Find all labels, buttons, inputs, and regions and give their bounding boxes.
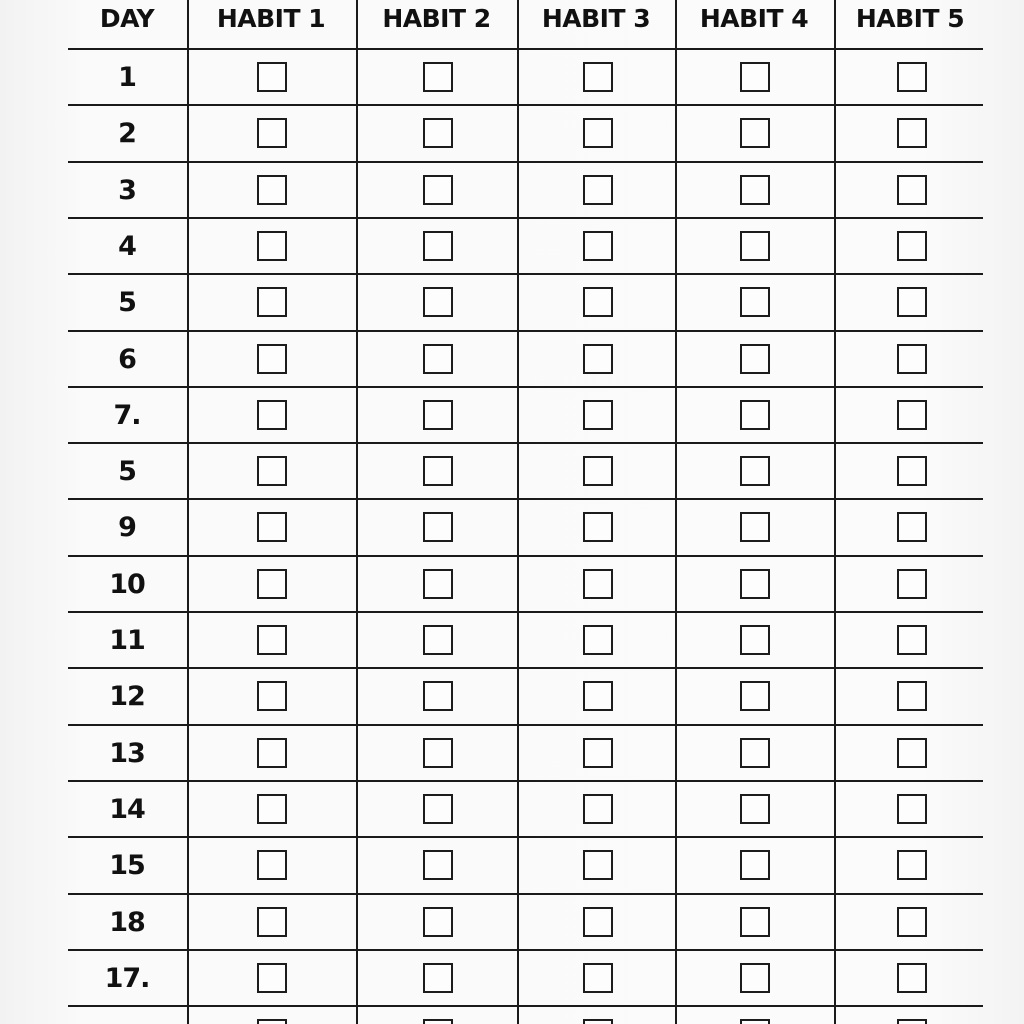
header-habit-1: HABIT 1	[216, 4, 326, 33]
habit-checkbox[interactable]	[423, 681, 453, 711]
habit-checkbox[interactable]	[897, 738, 927, 768]
habit-checkbox[interactable]	[423, 738, 453, 768]
column-divider	[356, 0, 358, 1024]
header-habit-2: HABIT 2	[382, 4, 491, 33]
habit-checkbox[interactable]	[583, 1019, 613, 1024]
column-divider	[187, 0, 189, 1024]
habit-checkbox[interactable]	[257, 400, 287, 430]
habit-checkbox[interactable]	[257, 738, 287, 768]
habit-checkbox[interactable]	[423, 344, 453, 374]
habit-checkbox[interactable]	[257, 1019, 287, 1024]
row-divider	[68, 1005, 983, 1007]
habit-checkbox[interactable]	[740, 287, 770, 317]
row-divider	[68, 330, 983, 332]
habit-checkbox[interactable]	[257, 850, 287, 880]
habit-checkbox[interactable]	[740, 569, 770, 599]
habit-checkbox[interactable]	[740, 738, 770, 768]
habit-checkbox[interactable]	[583, 118, 613, 148]
habit-checkbox[interactable]	[740, 1019, 770, 1024]
habit-checkbox[interactable]	[423, 287, 453, 317]
habit-checkbox[interactable]	[740, 681, 770, 711]
habit-checkbox[interactable]	[423, 175, 453, 205]
habit-checkbox[interactable]	[897, 681, 927, 711]
day-label: 10	[109, 569, 145, 600]
row-divider	[68, 48, 983, 50]
habit-checkbox[interactable]	[257, 907, 287, 937]
habit-checkbox[interactable]	[897, 400, 927, 430]
habit-checkbox[interactable]	[423, 231, 453, 261]
row-divider	[68, 949, 983, 951]
habit-checkbox[interactable]	[257, 456, 287, 486]
habit-checkbox[interactable]	[897, 625, 927, 655]
row-divider	[68, 555, 983, 557]
habit-checkbox[interactable]	[423, 456, 453, 486]
row-divider	[68, 161, 983, 163]
habit-checkbox[interactable]	[583, 681, 613, 711]
habit-checkbox[interactable]	[583, 400, 613, 430]
day-label: 18	[109, 907, 145, 938]
header-habit-4: HABIT 4	[699, 4, 809, 33]
row-divider	[68, 386, 983, 388]
habit-checkbox[interactable]	[257, 344, 287, 374]
habit-checkbox[interactable]	[257, 963, 287, 993]
habit-checkbox[interactable]	[583, 62, 613, 92]
habit-checkbox[interactable]	[583, 625, 613, 655]
habit-checkbox[interactable]	[583, 907, 613, 937]
habit-checkbox[interactable]	[257, 287, 287, 317]
row-divider	[68, 611, 983, 613]
habit-checkbox[interactable]	[740, 175, 770, 205]
habit-checkbox[interactable]	[257, 118, 287, 148]
habit-checkbox[interactable]	[583, 287, 613, 317]
habit-checkbox[interactable]	[423, 850, 453, 880]
habit-checkbox[interactable]	[740, 963, 770, 993]
habit-checkbox[interactable]	[257, 62, 287, 92]
habit-checkbox[interactable]	[897, 175, 927, 205]
habit-checkbox[interactable]	[897, 794, 927, 824]
day-label: 2	[118, 118, 136, 149]
habit-checkbox[interactable]	[897, 907, 927, 937]
habit-checkbox[interactable]	[897, 118, 927, 148]
habit-checkbox[interactable]	[897, 287, 927, 317]
row-divider	[68, 273, 983, 275]
habit-checkbox[interactable]	[257, 794, 287, 824]
habit-checkbox[interactable]	[257, 625, 287, 655]
habit-checkbox[interactable]	[740, 118, 770, 148]
day-label: 7.	[113, 400, 141, 431]
row-divider	[68, 836, 983, 838]
habit-checkbox[interactable]	[583, 850, 613, 880]
habit-checkbox[interactable]	[257, 231, 287, 261]
row-divider	[68, 104, 983, 106]
habit-checkbox[interactable]	[740, 231, 770, 261]
day-label: 4	[118, 231, 136, 262]
habit-checkbox[interactable]	[897, 1019, 927, 1024]
day-label: 14	[109, 794, 145, 825]
habit-checkbox[interactable]	[257, 681, 287, 711]
day-label: 5	[118, 287, 136, 318]
day-label: 3	[118, 175, 136, 206]
column-divider	[834, 0, 836, 1024]
habit-checkbox[interactable]	[583, 456, 613, 486]
habit-checkbox[interactable]	[423, 794, 453, 824]
day-label: 17.	[104, 963, 150, 994]
habit-checkbox[interactable]	[897, 569, 927, 599]
habit-checkbox[interactable]	[583, 794, 613, 824]
habit-checkbox[interactable]	[583, 738, 613, 768]
habit-checkbox[interactable]	[583, 231, 613, 261]
day-label: 13	[109, 738, 145, 769]
row-divider	[68, 724, 983, 726]
row-divider	[68, 667, 983, 669]
habit-checkbox[interactable]	[897, 231, 927, 261]
day-label: 5	[118, 456, 136, 487]
day-label: 12	[109, 681, 145, 712]
habit-checkbox[interactable]	[897, 963, 927, 993]
habit-checkbox[interactable]	[897, 344, 927, 374]
habit-checkbox[interactable]	[740, 456, 770, 486]
day-label: 1	[118, 62, 136, 93]
column-divider	[517, 0, 519, 1024]
habit-checkbox[interactable]	[257, 512, 287, 542]
header-day: DAY	[99, 4, 155, 33]
habit-checkbox[interactable]	[897, 512, 927, 542]
habit-checkbox[interactable]	[740, 907, 770, 937]
habit-checkbox[interactable]	[740, 794, 770, 824]
habit-checkbox[interactable]	[740, 512, 770, 542]
header-habit-3: HABIT 3	[541, 4, 651, 33]
habit-checkbox[interactable]	[740, 850, 770, 880]
habit-checkbox[interactable]	[423, 400, 453, 430]
habit-checkbox[interactable]	[583, 569, 613, 599]
habit-checkbox[interactable]	[583, 963, 613, 993]
habit-checkbox[interactable]	[257, 569, 287, 599]
habit-checkbox[interactable]	[740, 625, 770, 655]
habit-checkbox[interactable]	[423, 512, 453, 542]
habit-checkbox[interactable]	[740, 344, 770, 374]
habit-checkbox[interactable]	[583, 175, 613, 205]
habit-checkbox[interactable]	[423, 907, 453, 937]
day-label	[68, 1007, 186, 1024]
habit-checkbox[interactable]	[740, 62, 770, 92]
habit-checkbox[interactable]	[740, 400, 770, 430]
habit-checkbox[interactable]	[897, 62, 927, 92]
habit-checkbox[interactable]	[897, 456, 927, 486]
habit-checkbox[interactable]	[423, 1019, 453, 1024]
day-label: 9	[118, 512, 136, 543]
row-divider	[68, 442, 983, 444]
habit-checkbox[interactable]	[423, 569, 453, 599]
column-divider	[675, 0, 677, 1024]
habit-checkbox[interactable]	[897, 850, 927, 880]
header-habit-5: HABIT 5	[855, 4, 965, 33]
habit-checkbox[interactable]	[583, 344, 613, 374]
row-divider	[68, 217, 983, 219]
habit-checkbox[interactable]	[423, 963, 453, 993]
row-divider	[68, 780, 983, 782]
row-divider	[68, 893, 983, 895]
day-label: 6	[118, 344, 136, 375]
habit-checkbox[interactable]	[583, 512, 613, 542]
habit-checkbox[interactable]	[423, 118, 453, 148]
row-divider	[68, 498, 983, 500]
day-label: 11	[109, 625, 145, 656]
habit-checkbox[interactable]	[423, 625, 453, 655]
day-label: 15	[109, 850, 145, 881]
habit-checkbox[interactable]	[423, 62, 453, 92]
habit-checkbox[interactable]	[257, 175, 287, 205]
